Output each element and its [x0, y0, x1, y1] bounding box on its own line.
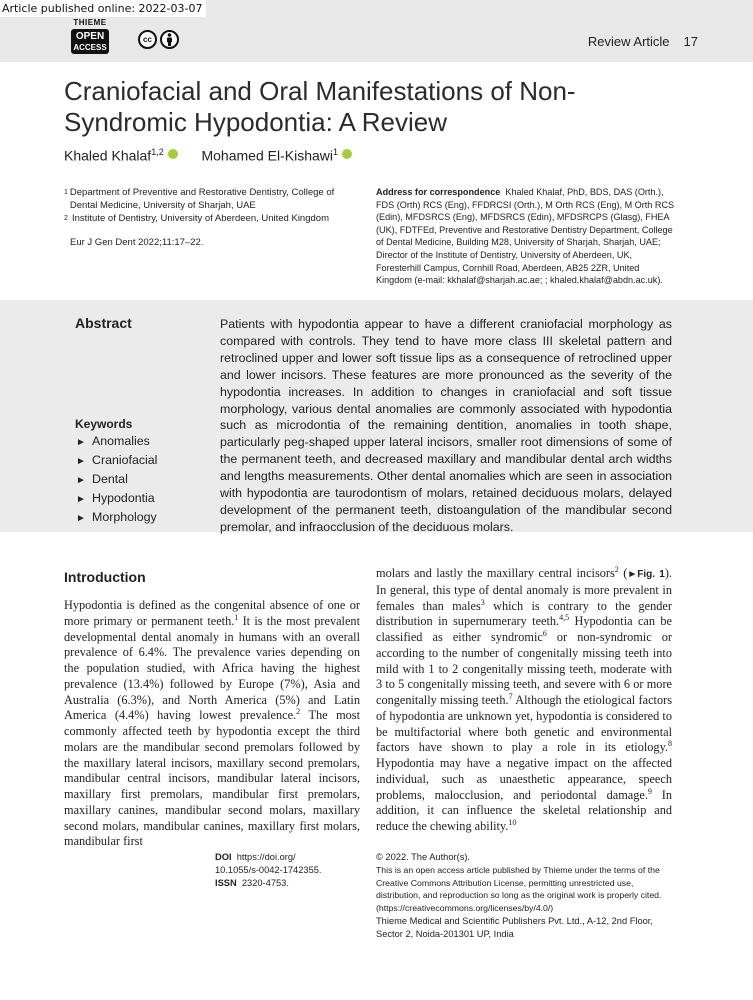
correspondence-address: [376, 186, 676, 287]
abstract-heading: Abstract: [75, 315, 132, 331]
issn-value: 2320-4753.: [241, 878, 289, 888]
author-affiliation-sup: 1: [332, 147, 338, 157]
author-name: Mohamed El-Kishawi: [201, 147, 333, 164]
doi-label: DOI: [215, 852, 232, 862]
journal-reference: Eur J Gen Dent 2022;11:17–22.: [70, 237, 204, 248]
arrow-icon: ►: [76, 455, 86, 467]
body-column-right: [376, 566, 672, 835]
author-name: Khaled Khalaf: [64, 147, 152, 164]
citation-ref[interactable]: 6: [542, 628, 547, 638]
orcid-icon[interactable]: [342, 149, 352, 159]
arrow-icon: ►: [76, 512, 86, 524]
citation-ref[interactable]: 9: [647, 786, 652, 796]
body-text: Hypodontia is defined as the congenital absence of one or more primary or permanent teeth.: [64, 598, 360, 628]
body-text: Hypodontia can be classified as either syndromic: [376, 614, 672, 644]
keyword-list: [76, 433, 157, 528]
logo-line-2: OPEN: [75, 31, 105, 42]
article-title: Craniofacial and Oral Manifestations of Non-Syndromic Hypodontia: A Review: [64, 76, 576, 137]
body-text: It is the most prevalent developmental dental anomaly in humans with an overall prevalence of 6.4%. The prevalence varies depending on the population studied, with Africa having the highest prevalence (13.4%) followed by Europe (7%), Asia and Australia (6.3%), and North America (5%) and Latin America (4.4%) having lowest prevalence.: [64, 613, 360, 723]
body-text: In addition, it can influence the skeletal relationship and reduce the chewing ability.: [376, 787, 672, 833]
citation-ref[interactable]: 1: [234, 612, 239, 622]
body-column-left: [64, 598, 360, 850]
affiliation-number: 1: [64, 189, 68, 196]
page-number: 17: [683, 34, 698, 49]
body-text: Although the etiological factors of hypodontia are unknown yet, hypodontia is considered to be multifactorial where both genetic and environmental factors have shown to play a role in its etiology.: [376, 693, 672, 755]
citation-ref[interactable]: 7: [508, 691, 513, 701]
publication-note: Article published online: 2022-03-07: [0, 0, 206, 17]
license-icons: [138, 30, 179, 50]
doi-link[interactable]: https://doi.org/: [236, 852, 296, 862]
keyword-item[interactable]: [76, 509, 157, 528]
arrow-icon: ►: [76, 474, 86, 486]
logo-badge: [71, 29, 109, 54]
body-text: molars and lastly the maxillary central incisors: [376, 566, 615, 580]
license-block: [376, 851, 676, 941]
author-affiliation-sup: 1,2: [151, 147, 164, 157]
keyword-item[interactable]: [76, 490, 157, 509]
by-icon: [160, 30, 179, 49]
body-text: Hypodontia may have a negative impact on the affected individual, such as unaesthetic appearance, speech problems, malocclusion, and periodontal damage.: [376, 756, 672, 802]
body-text: (: [618, 566, 628, 580]
correspondence-label: Address for correspondence: [376, 187, 501, 197]
arrow-icon: ►: [76, 493, 86, 505]
body-text: The most commonly affected teeth by hypodontia except the third molars are the mandibular second premolars followed by the maxillary lateral incisors, maxillary second premolars, mandibular central incisors, mandibular lateral incisors, maxillary first premolars, mandibular first premolars, maxillary canines, mandibular second molars, maxillary second molars, mandibular canines, maxillary first molars, mandibular first: [64, 708, 361, 849]
citation-ref[interactable]: 2: [614, 564, 619, 574]
arrow-icon: ►: [76, 437, 86, 448]
body-text: which is contrary to the gender distribution in supernumerary teeth.: [376, 598, 672, 629]
figure-link[interactable]: ►Fig. 1: [627, 569, 665, 580]
keyword-label: Craniofacial: [92, 452, 158, 467]
affiliation-text: Department of Preventive and Restorative Dentistry, College of Dental Medicine, University of Sharjah, UAE: [69, 187, 335, 211]
doi-link-continued[interactable]: 10.1055/s-0042-1742355.: [215, 865, 322, 875]
body-text: ). In general, this type of dental anomaly is more prevalent in females than males: [376, 566, 672, 613]
affiliation-text: Institute of Dentistry, University of Aberdeen, United Kingdom: [72, 213, 329, 224]
section-label: Review Article: [587, 34, 670, 49]
keyword-label: Anomalies: [92, 434, 150, 448]
logo-line-3: ACCESS: [73, 43, 107, 52]
citation-ref[interactable]: 10: [508, 817, 517, 827]
keyword-label: Morphology: [92, 509, 157, 524]
author-list: [64, 147, 372, 164]
introduction-heading: Introduction: [64, 569, 146, 585]
orcid-icon[interactable]: [168, 149, 178, 159]
abstract-text: Patients with hypodontia appear to have a different craniofacial morphology as compared with controls. They tend to have more class III skeletal pattern and retroclined upper and lower soft tissue lips as a consequence of retroclined upper and lower incisors. These features are more pronounced as the severity of the hypodontia increases. In addition to changes in craniofacial and soft tissue morphology, various dental anomalies are commonly associated with hypodontia such as microdontia of the remaining dentition, anomalies in tooth shape, particularly peg-shaped upper lateral incisors, smaller root dimensions of some of the permanent teeth, and decreased maxillary and mandibular dental arch widths and lengths measurements. Other dental anomalies which are seen in association with hypodontia are taurodontism of molars, retained deciduous molars, delayed development of the permanent teeth, distoangulation of the mandibular second premolar, and infraocclusion of the deciduous molars.: [220, 317, 672, 534]
publisher-address: Thieme Medical and Scientific Publishers Pvt. Ltd., A-12, 2nd Floor, Sector 2, Noida-201301 UP, India: [376, 915, 653, 939]
affiliation: [64, 212, 354, 225]
issn-label: ISSN: [215, 878, 237, 888]
keyword-item[interactable]: [76, 471, 157, 490]
cc-icon: cc: [138, 30, 157, 49]
citation-ref[interactable]: 3: [480, 597, 485, 607]
license-text: This is an open access article published by Thieme under the terms of the Creative Commons Attribution License, permitting unrestricted use, distribution, and reproduction so long as the original work is properly cited. (https://creativecommons.org/licenses/by/4.0/): [376, 864, 662, 914]
citation-ref[interactable]: 8: [668, 739, 672, 749]
correspondence-text: Khaled Khalaf, PhD, BDS, DAS (Orth.), FDS (Orth) RCS (Eng), FFDRCSI (Orth.), M Orth RCS (Eng), M Orth RCS (Edin), MFDSRCS (Eng), MFDSRCS (Edin), MFDSRCPS (Glasg), FHEA (UK), FDTFEd, Preventive and Restorative Dentistry Department, College of Dental Medicine, Building M28, University of Sharjah, Sharjah, UAE; Director of the Institute of Dentistry, University of Aberdeen, UK, Foresterhill Campus, Cornhill Road, Aberdeen, AB25 2ZR, United Kingdom (e-mail: kkhalaf@sharjah.ac.ae; ; khaled.khalaf@abdn.ac.uk).: [376, 187, 675, 286]
affiliation-number: 2: [64, 215, 68, 222]
thieme-open-access-logo: [70, 18, 110, 54]
keyword-item[interactable]: [76, 433, 157, 452]
keyword-label: Dental: [92, 471, 128, 486]
body-text: or non-syndromic or according to the number of congenitally missing teeth into mild with 1 to 2 congenitally missing teeth, moderate with 3 to 5 congenitally missing teeth, and severe with 6 or more congenitally missing teeth.: [376, 630, 672, 707]
keyword-label: Hypodontia: [92, 490, 155, 505]
affiliations: [64, 186, 354, 225]
running-header: [588, 34, 698, 49]
doi-block: [215, 851, 322, 890]
copyright-line: © 2022. The Author(s).: [376, 852, 471, 862]
affiliation: [64, 186, 354, 212]
keyword-item[interactable]: [76, 452, 157, 471]
citation-ref[interactable]: 4,5: [559, 613, 570, 623]
keywords-heading: Keywords: [75, 417, 133, 431]
citation-ref[interactable]: 2: [296, 707, 301, 717]
logo-line-1: THIEME: [73, 18, 107, 27]
